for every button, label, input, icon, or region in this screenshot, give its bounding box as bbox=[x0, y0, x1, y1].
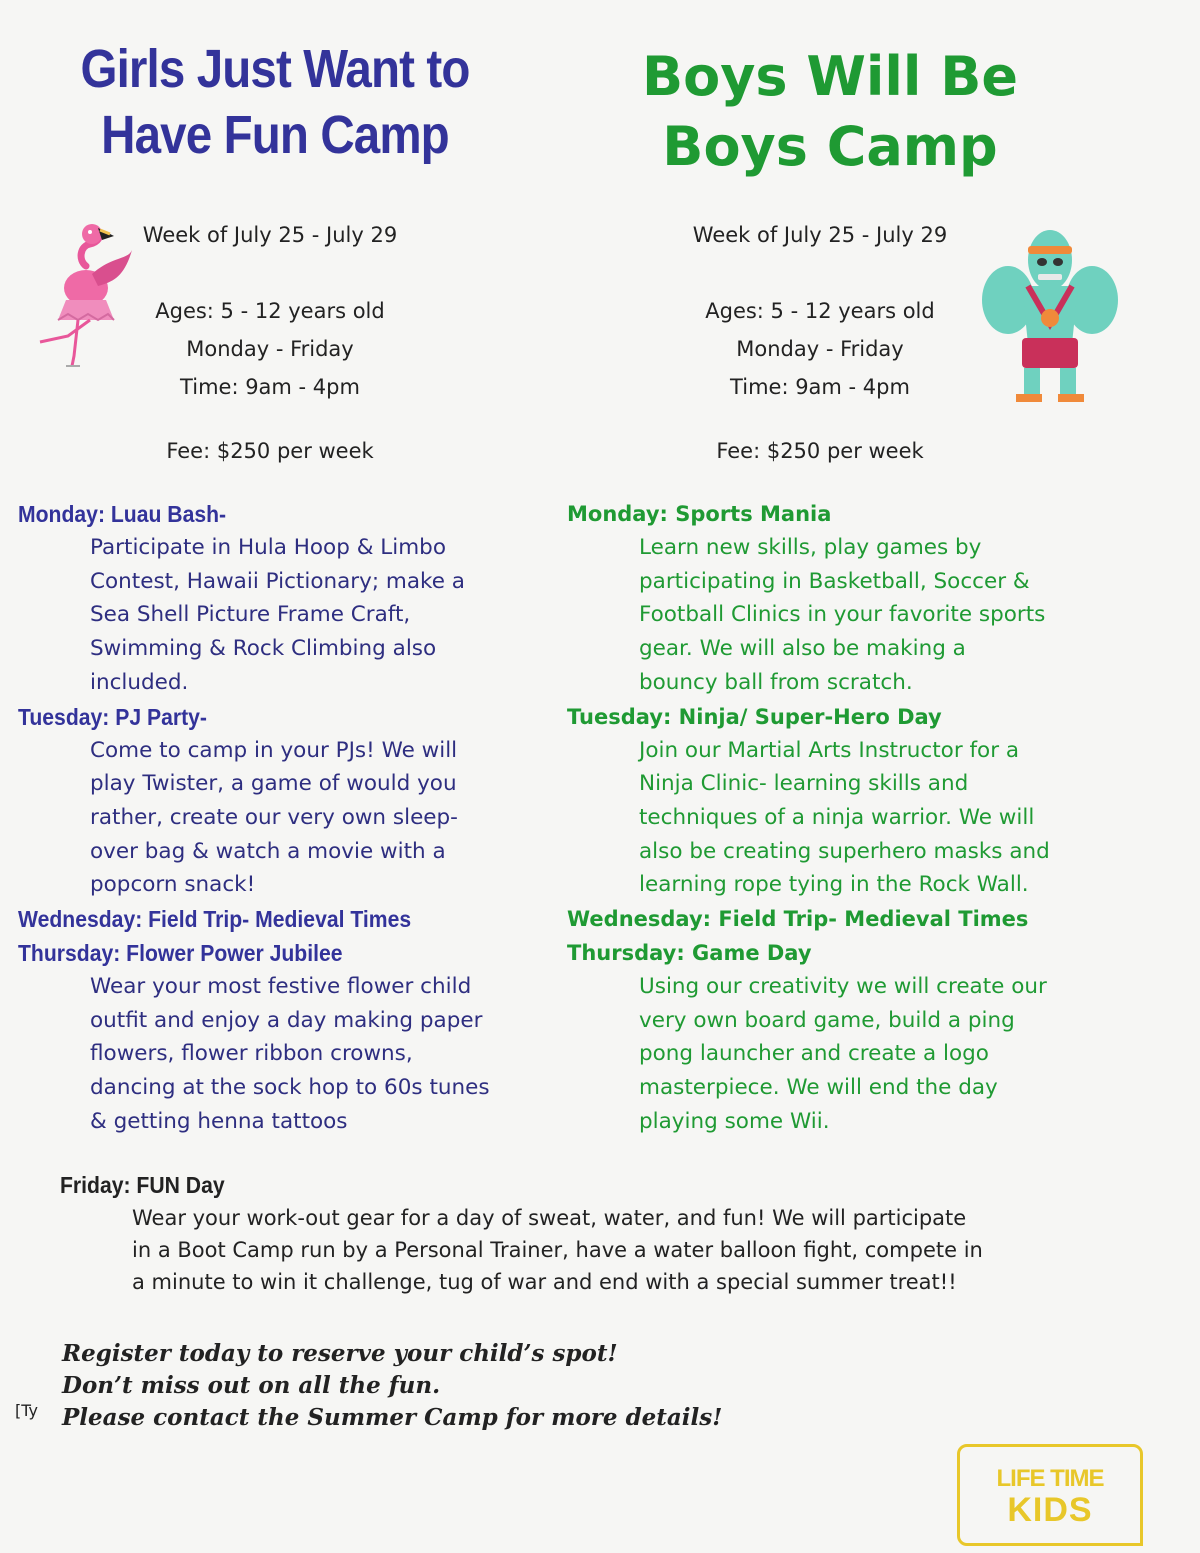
boys-day-line: participating in Basketball, Soccer & bbox=[639, 568, 1030, 594]
boys-day-line: Ninja Clinic- learning skills and bbox=[639, 771, 969, 797]
girls-day-line: Wear your most festive flower child bbox=[90, 974, 472, 1000]
girls-camp-title bbox=[51, 36, 500, 168]
boys-camp-title bbox=[570, 42, 1090, 182]
boys-day-line: very own board game, build a ping bbox=[639, 1007, 1015, 1033]
boys-day-line: playing some Wii. bbox=[639, 1108, 830, 1134]
girls-day-heading: Wednesday: Field Trip- Medieval Times bbox=[18, 906, 412, 933]
boys-day-description bbox=[639, 734, 1079, 903]
boys-schedule bbox=[567, 497, 1097, 1139]
girls-day-line: flowers, flower ribbon crowns, bbox=[90, 1041, 413, 1067]
girls-day-line: Swimming & Rock Climbing also bbox=[90, 636, 437, 662]
life-time-kids-logo bbox=[957, 1444, 1143, 1546]
register-line2: Don’t miss out on all the fun. bbox=[62, 1372, 441, 1399]
girls-day-line: Contest, Hawaii Pictionary; make a bbox=[90, 568, 465, 594]
girls-day-heading: Tuesday: PJ Party- bbox=[18, 703, 207, 730]
girls-title-line1: Girls Just Want to bbox=[80, 39, 470, 99]
girls-day-description bbox=[90, 531, 510, 700]
boys-day-line: techniques of a ninja warrior. We will bbox=[639, 804, 1035, 830]
girls-day-line: Sea Shell Picture Frame Craft, bbox=[90, 602, 411, 628]
boys-day-line: masterpiece. We will end the day bbox=[639, 1075, 998, 1101]
boys-day-line: gear. We will also be making a bbox=[639, 636, 966, 662]
friday-line: in a Boot Camp run by a Personal Trainer, have a water balloon fight, compete in bbox=[132, 1238, 983, 1262]
boys-title-line2: Boys Camp bbox=[662, 115, 998, 178]
girls-day-heading: Thursday: Flower Power Jubilee bbox=[18, 940, 343, 967]
boys-day-heading: Wednesday: Field Trip- Medieval Times bbox=[567, 907, 1029, 932]
friday-section bbox=[60, 1168, 1060, 1298]
boys-days: Monday - Friday bbox=[736, 337, 904, 361]
register-line3: Please contact the Summer Camp for more details! bbox=[62, 1404, 723, 1431]
boys-day-line: Join our Martial Arts Instructor for a bbox=[639, 737, 1020, 763]
bracket-note: [Ty bbox=[15, 1401, 38, 1420]
girls-week: Week of July 25 - July 29 bbox=[142, 223, 398, 247]
logo-line2: KIDS bbox=[1007, 1491, 1093, 1529]
girls-day-line: play Twister, a game of would you bbox=[90, 771, 457, 797]
girls-day-line: dancing at the sock hop to 60s tunes bbox=[90, 1075, 490, 1101]
boys-day-line: learning rope tying in the Rock Wall. bbox=[639, 872, 1029, 898]
girls-day-line: popcorn snack! bbox=[90, 872, 256, 898]
girls-day-description bbox=[90, 970, 510, 1139]
boys-info-block bbox=[620, 216, 1020, 470]
boys-day-line: also be creating superhero masks and bbox=[639, 838, 1050, 864]
girls-time: Time: 9am - 4pm bbox=[180, 375, 360, 399]
friday-line: a minute to win it challenge, tug of war and end with a special summer treat!! bbox=[132, 1270, 957, 1294]
girls-day-line: & getting henna tattoos bbox=[90, 1108, 348, 1134]
girls-day-line: over bag & watch a movie with a bbox=[90, 838, 446, 864]
boys-day-line: pong launcher and create a logo bbox=[639, 1041, 989, 1067]
register-line1: Register today to reserve your child’s spot! bbox=[62, 1340, 618, 1367]
boys-day-heading: Thursday: Game Day bbox=[567, 941, 812, 966]
girls-day-line: Participate in Hula Hoop & Limbo bbox=[90, 535, 446, 560]
register-callout bbox=[62, 1338, 862, 1434]
girls-day-line: rather, create our very own sleep- bbox=[90, 804, 458, 830]
boys-day-heading: Tuesday: Ninja/ Super-Hero Day bbox=[567, 704, 942, 729]
boys-fee: Fee: $250 per week bbox=[716, 439, 924, 463]
girls-day-description bbox=[90, 734, 510, 903]
girls-fee: Fee: $250 per week bbox=[166, 439, 374, 463]
girls-ages: Ages: 5 - 12 years old bbox=[155, 299, 385, 323]
girls-days: Monday - Friday bbox=[186, 337, 354, 361]
boys-day-description bbox=[639, 970, 1079, 1139]
boys-day-line: Football Clinics in your favorite sports bbox=[639, 602, 1046, 628]
boys-day-heading: Monday: Sports Mania bbox=[567, 502, 832, 526]
friday-heading: Friday: FUN Day bbox=[60, 1172, 225, 1198]
girls-schedule bbox=[18, 497, 558, 1139]
girls-day-line: Come to camp in your PJs! We will bbox=[90, 737, 458, 763]
friday-description bbox=[132, 1202, 1060, 1298]
boys-day-description bbox=[639, 531, 1079, 700]
boys-week: Week of July 25 - July 29 bbox=[692, 223, 948, 247]
girls-info-block bbox=[70, 216, 470, 470]
boys-day-line: Using our creativity we will create our bbox=[639, 974, 1047, 1000]
girls-title-line2: Have Fun Camp bbox=[101, 105, 449, 165]
girls-day-heading: Monday: Luau Bash- bbox=[18, 501, 227, 527]
friday-line: Wear your work-out gear for a day of sweat, water, and fun! We will participate bbox=[132, 1206, 967, 1230]
boys-title-line1: Boys Will Be bbox=[641, 45, 1019, 108]
girls-day-line: included. bbox=[90, 669, 189, 695]
boys-ages: Ages: 5 - 12 years old bbox=[705, 299, 935, 323]
boys-day-line: Learn new skills, play games by bbox=[639, 535, 982, 560]
logo-line1: LIFE TIME bbox=[996, 1465, 1104, 1492]
girls-day-line: outfit and enjoy a day making paper bbox=[90, 1007, 483, 1033]
boys-day-line: bouncy ball from scratch. bbox=[639, 669, 913, 695]
boys-time: Time: 9am - 4pm bbox=[730, 375, 910, 399]
